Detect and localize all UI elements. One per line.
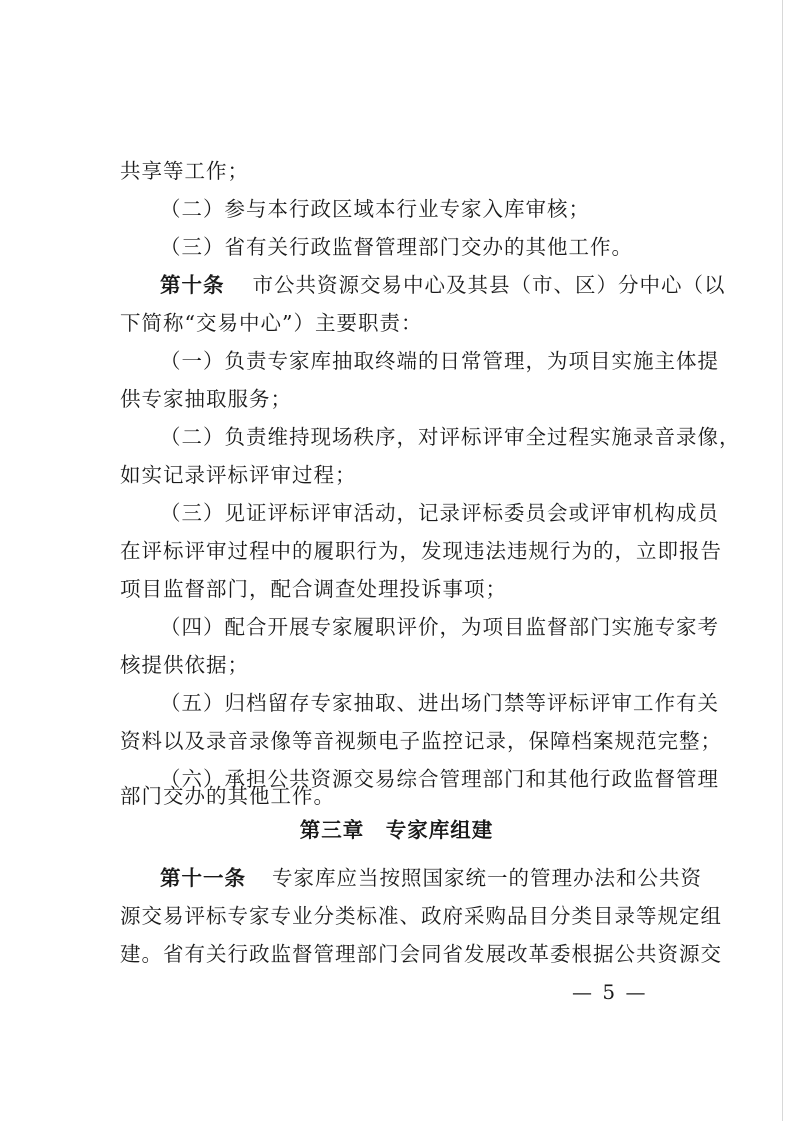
article-10-line: [160, 271, 726, 299]
text-line: 共享等工作；: [120, 159, 249, 183]
text-line: （六）承担公共资源交易综合管理部门和其他行政监督管理: [160, 767, 719, 791]
article-11-text: 专家库应当按照国家统一的管理办法和公共资: [272, 866, 702, 890]
text-line: 下简称“交易中心”）主要职责：: [120, 311, 423, 335]
text-line: 核提供依据；: [120, 653, 249, 677]
text-line: （一）负责专家库抽取终端的日常管理，为项目实施主体提: [160, 349, 719, 373]
page-number: — 5 —: [572, 980, 648, 1004]
article-10-text: 市公共资源交易中心及其县（市、区）分中心（以: [252, 273, 726, 297]
article-11-line: [160, 864, 702, 892]
article-11-heading: 第十一条: [160, 866, 246, 890]
article-10-heading: 第十条: [160, 273, 225, 297]
text-line: 部门交办的其他工作。: [120, 784, 335, 808]
chapter-title: 第三章 专家库组建: [299, 818, 494, 842]
text-line: 供专家抽取服务；: [120, 387, 292, 411]
scan-edge-line: [782, 0, 783, 1121]
text-line: （二）参与本行政区域本行业专家入库审核；: [160, 197, 590, 221]
text-line: 源交易评标专家专业分类标准、政府采购品目分类目录等规定组: [120, 904, 722, 928]
text-line: 在评标评审过程中的履职行为，发现违法违规行为的，立即报告: [120, 539, 722, 563]
text-line: （二）负责维持现场秩序，对评标评审全过程实施录音录像，: [160, 425, 741, 449]
text-line: 如实记录评标评审过程；: [120, 463, 357, 487]
text-line: （三）省有关行政监督管理部门交办的其他工作。: [160, 235, 633, 259]
text-line: 项目监督部门，配合调查处理投诉事项；: [120, 577, 507, 601]
text-line: （三）见证评标评审活动，记录评标委员会或评审机构成员: [160, 501, 719, 525]
text-line: 资料以及录音录像等音视频电子监控记录，保障档案规范完整；: [120, 729, 722, 753]
text-line: 建。省有关行政监督管理部门会同省发展改革委根据公共资源交: [120, 942, 722, 966]
text-line: （五）归档留存专家抽取、进出场门禁等评标评审工作有关: [160, 691, 719, 715]
text-line: （四）配合开展专家履职评价，为项目监督部门实施专家考: [160, 615, 719, 639]
